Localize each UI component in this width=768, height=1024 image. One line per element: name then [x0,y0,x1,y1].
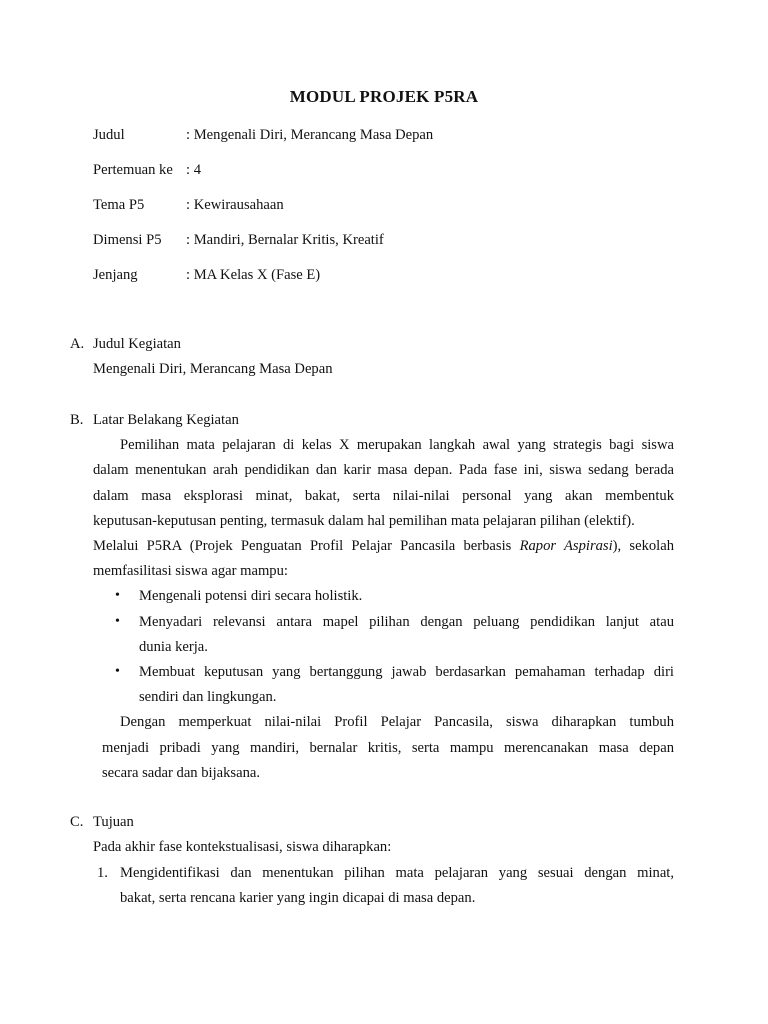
paragraph-line: dalam menentukan arah pendidikan dan karir masa depan. Pada fase ini, siswa sedang berada [93,462,674,478]
bullet-marker: • [115,664,120,679]
bullet-marker: • [115,614,120,629]
meta-row-jenjang [93,265,320,285]
bullet-item: Mengenali potensi diri secara holistik. [139,588,363,604]
paragraph-line: secara sadar dan bijaksana. [102,765,261,781]
section-c-intro: Pada akhir fase kontekstualisasi, siswa diharapkan: [93,839,392,855]
meta-value: : Mandiri, Bernalar Kritis, Kreatif [186,232,384,248]
list-item: Mengidentifikasi dan menentukan pilihan mata pelajaran yang sesuai dengan minat, [120,865,674,881]
meta-value: : Kewirausahaan [186,197,284,213]
paragraph-line: keputusan-keputusan penting, termasuk dalam hal pemilihan mata pelajaran pilihan (elektif). [93,513,635,529]
page-title: MODUL PROJEK P5RA [289,87,479,106]
meta-value: : MA Kelas X (Fase E) [186,267,321,283]
paragraph-line [93,536,674,556]
meta-label: Pertemuan ke [93,162,173,178]
italic-term: Rapor Aspirasi [519,538,613,554]
bullet-item-continued: sendiri dan lingkungan. [139,689,277,705]
paragraph-line: menjadi pribadi yang mandiri, bernalar kritis, serta mampu merencanakan masa depan [102,740,674,756]
meta-row-dimensi [93,230,384,250]
section-a-heading: Judul Kegiatan [93,336,181,352]
meta-label: Jenjang [93,267,138,283]
paragraph-text: Melalui P5RA (Projek Penguatan Profil Pelajar Pancasila berbasis [93,538,520,554]
meta-label: Tema P5 [93,197,145,213]
section-c-heading: Tujuan [93,814,134,830]
paragraph-line: memfasilitasi siswa agar mampu: [93,563,288,579]
section-b-heading: Latar Belakang Kegiatan [93,412,239,428]
bullet-item: Membuat keputusan yang bertanggung jawab berdasarkan pemahaman terhadap diri [139,664,674,680]
meta-label: Judul [93,127,125,143]
paragraph-text: ), sekolah [612,538,674,554]
meta-row-judul [93,125,433,145]
bullet-item-continued: dunia kerja. [139,639,208,655]
list-number: 1. [97,865,108,881]
meta-value: : Mengenali Diri, Merancang Masa Depan [186,127,434,143]
meta-value: : 4 [186,162,201,178]
paragraph-line: Pemilihan mata pelajaran di kelas X merupakan langkah awal yang strategis bagi siswa [120,437,674,453]
section-c-letter: C. [70,814,84,830]
meta-row-tema [93,195,284,215]
section-a-text: Mengenali Diri, Merancang Masa Depan [93,361,333,377]
bullet-item: Menyadari relevansi antara mapel pilihan dengan peluang pendidikan lanjut atau [139,614,674,630]
list-item-continued: bakat, serta rencana karier yang ingin dicapai di masa depan. [120,890,476,906]
section-a-letter: A. [70,336,85,352]
meta-row-pertemuan [93,160,201,180]
bullet-marker: • [115,588,120,603]
paragraph-line: dalam masa eksplorasi minat, bakat, serta nilai-nilai personal yang akan membentuk [93,488,674,504]
paragraph-line: Dengan memperkuat nilai-nilai Profil Pelajar Pancasila, siswa diharapkan tumbuh [120,714,674,730]
meta-label: Dimensi P5 [93,232,162,248]
section-b-letter: B. [70,412,84,428]
